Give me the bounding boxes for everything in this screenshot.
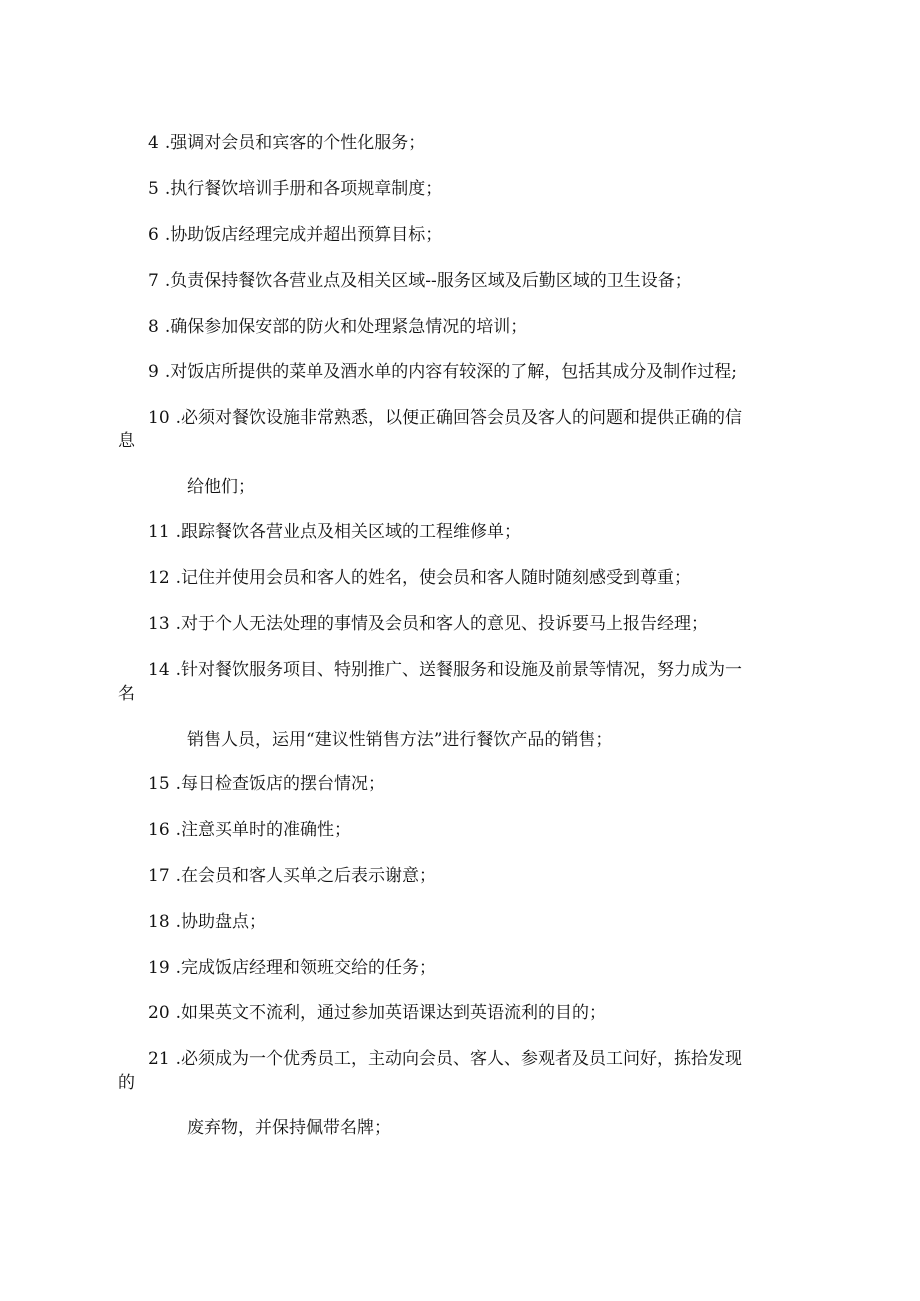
item-number: 19: [148, 958, 170, 978]
item-text: .每日检查饭店的摆台情况；: [175, 774, 386, 794]
item-number: 11: [148, 522, 170, 542]
item-wrap-text: 的: [118, 1073, 135, 1093]
item-number: 9: [148, 362, 159, 382]
list-item-20: [148, 1002, 606, 1024]
item-number: 16: [148, 820, 170, 840]
item-number: 4: [148, 133, 159, 153]
item-text: .协助盘点；: [175, 912, 267, 932]
item-number: 15: [148, 774, 170, 794]
item-number: 14: [148, 660, 170, 680]
item-number: 5: [148, 179, 159, 199]
item-number: 18: [148, 912, 170, 932]
item-number: 17: [148, 866, 170, 886]
list-item-18: [148, 911, 266, 933]
item-wrap-text: 名: [118, 684, 135, 704]
list-item-10: [148, 407, 742, 429]
list-item-11: [148, 521, 521, 543]
item-text: .确保参加保安部的防火和处理紧急情况的培训；: [164, 317, 528, 337]
list-item-7: [148, 270, 692, 292]
item-text: .跟踪餐饮各营业点及相关区域的工程维修单；: [175, 522, 522, 542]
list-item-9: [148, 361, 737, 383]
item-text: .注意买单时的准确性；: [175, 820, 352, 840]
item-continuation: 销售人员，运用“建议性销售方法”进行餐饮产品的销售；: [187, 730, 613, 750]
item-number: 20: [148, 1003, 170, 1023]
item-text: .对饭店所提供的菜单及酒水单的内容有较深的了解，包括其成分及制作过程;: [164, 362, 737, 382]
item-text: .针对餐饮服务项目、特别推广、送餐服务和设施及前景等情况，努力成为一: [175, 660, 743, 680]
item-number: 8: [148, 317, 159, 337]
list-item-19: [148, 957, 436, 979]
item-number: 13: [148, 614, 170, 634]
list-item-15: [148, 773, 385, 795]
item-continuation: 废弃物，并保持佩带名牌；: [187, 1118, 391, 1138]
item-text: .如果英文不流利，通过参加英语课达到英语流利的目的；: [175, 1003, 607, 1023]
list-item-21: [148, 1048, 742, 1070]
item-wrap-text: 息: [118, 431, 135, 451]
list-item-17: [148, 865, 436, 887]
list-item-8: [148, 316, 527, 338]
item-number: 10: [148, 408, 170, 428]
list-item-6: [148, 224, 442, 246]
list-item-16: [148, 819, 351, 841]
item-text: .执行餐饮培训手册和各项规章制度；: [164, 179, 443, 199]
item-text: .在会员和客人买单之后表示谢意；: [175, 866, 437, 886]
item-text: .对于个人无法处理的事情及会员和客人的意见、投诉要马上报告经理；: [175, 614, 709, 634]
item-text: .负责保持餐饮各营业点及相关区域--服务区域及后勤区域的卫生设备；: [164, 271, 692, 291]
list-item-13: [148, 613, 708, 635]
item-continuation: 给他们；: [187, 477, 255, 497]
item-text: .记住并使用会员和客人的姓名，使会员和客人随时随刻感受到尊重；: [175, 568, 692, 588]
item-number: 21: [148, 1049, 170, 1069]
list-item-5: [148, 178, 442, 200]
item-text: .必须对餐饮设施非常熟悉，以便正确回答会员及客人的问题和提供正确的信: [175, 408, 743, 428]
item-number: 6: [148, 225, 159, 245]
item-number: 7: [148, 271, 159, 291]
item-number: 12: [148, 568, 170, 588]
item-text: .强调对会员和宾客的个性化服务；: [164, 133, 426, 153]
item-text: .协助饭店经理完成并超出预算目标；: [164, 225, 443, 245]
list-item-4: [148, 132, 425, 154]
list-item-12: [148, 567, 691, 589]
item-text: .必须成为一个优秀员工，主动向会员、客人、参观者及员工问好，拣拾发现: [175, 1049, 743, 1069]
item-text: .完成饭店经理和领班交给的任务；: [175, 958, 437, 978]
list-item-14: [148, 659, 742, 681]
